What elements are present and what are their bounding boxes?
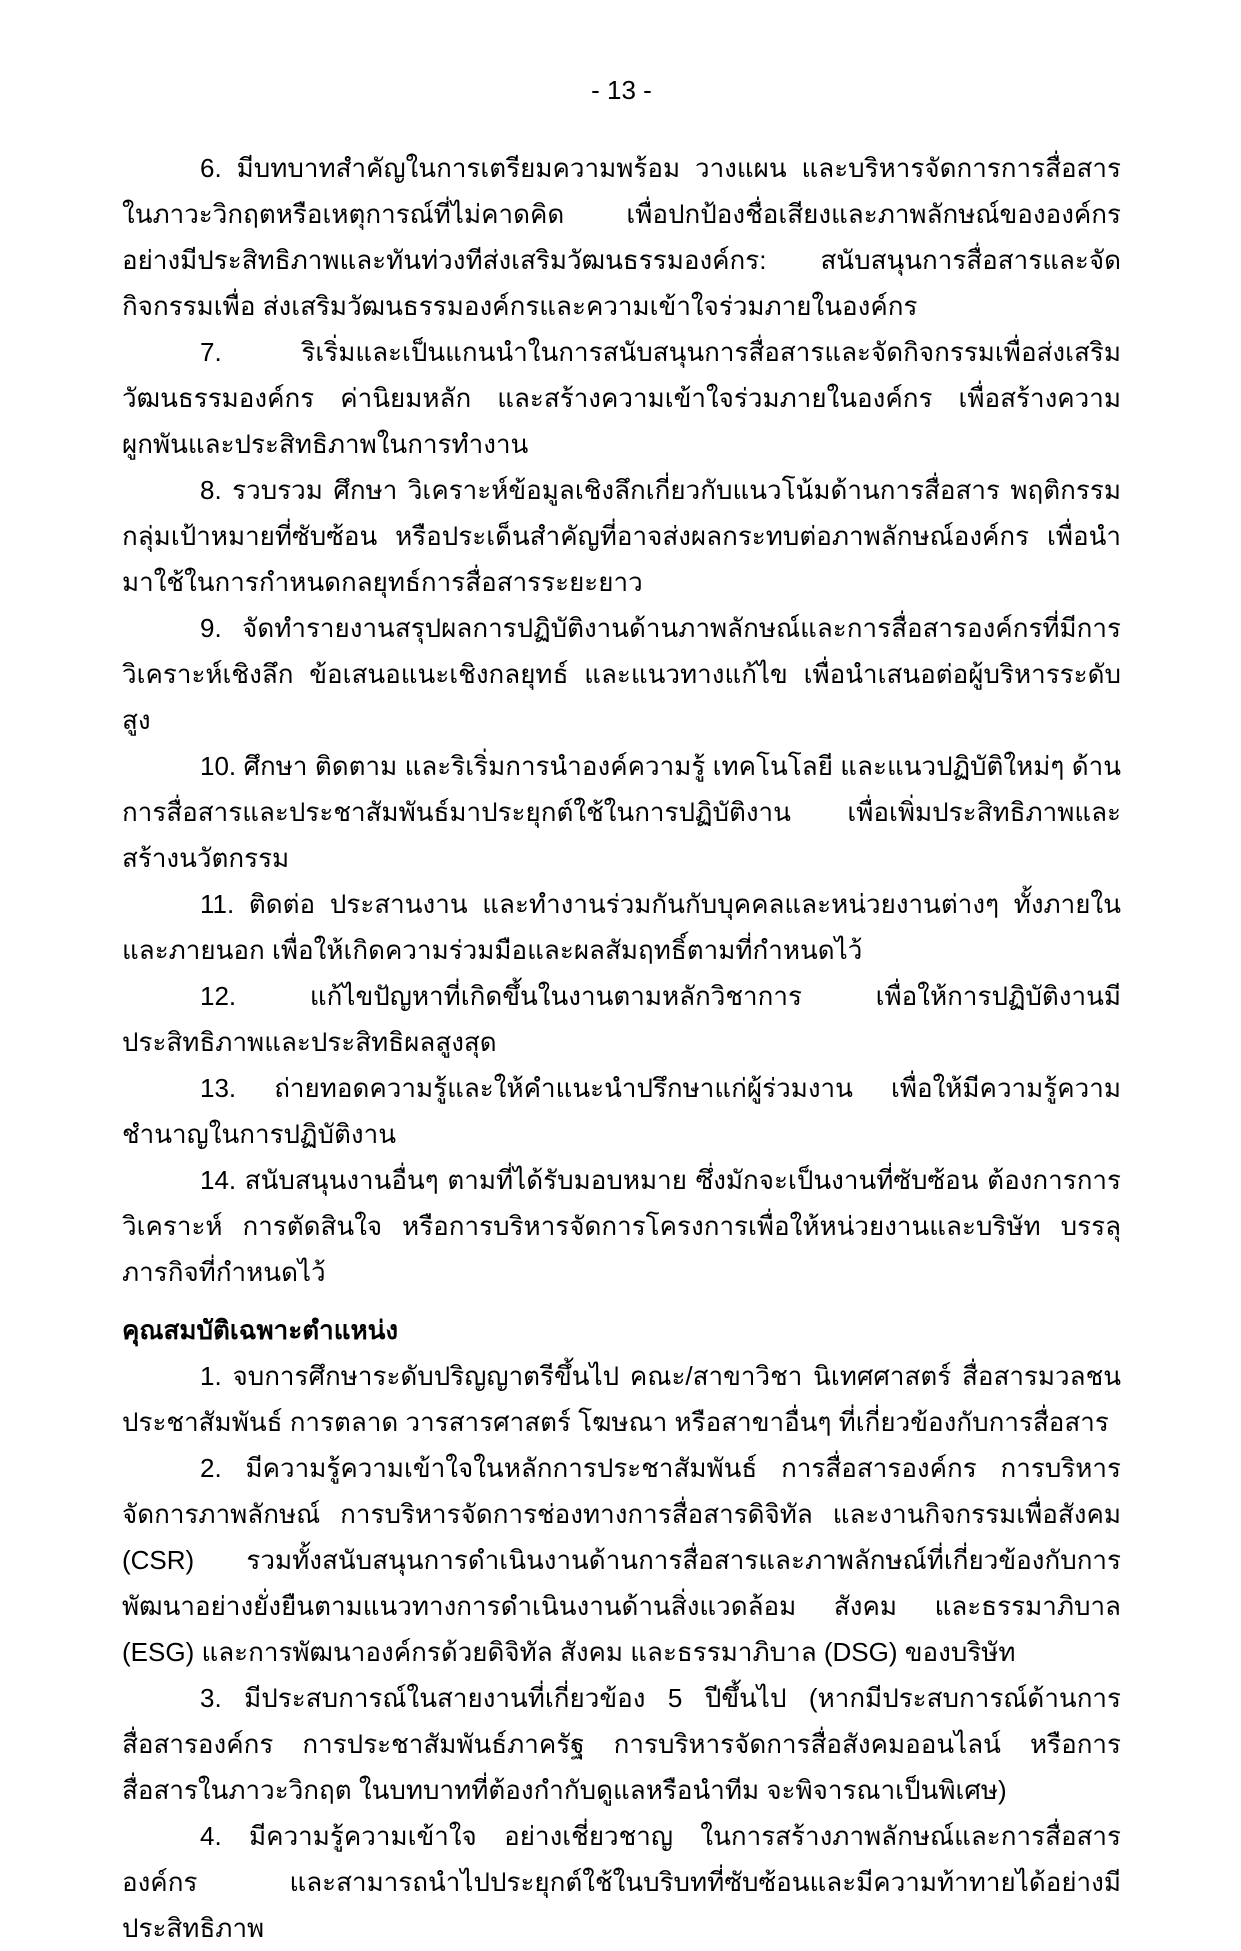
qualification-paragraph: 1. จบการศึกษาระดับปริญญาตรีขึ้นไป คณะ/สาขาวิชา นิเทศศาสตร์ สื่อสารมวลชน ประชาสัมพันธ์ การตลาด วารสารศาสตร์ โฆษณา หรือสาขาอื่นๆ ที่เกี่ยวข้องกับการสื่อสาร — [122, 1361, 1121, 1437]
qualification-paragraph: 4. มีความรู้ความเข้าใจ อย่างเชี่ยวชาญ ในการสร้างภาพลักษณ์และการสื่อสารองค์กร และสามารถนำไปประยุกต์ใช้ในบริบทที่ซับซ้อนและมีความท้าทายได้อย่างมีประสิทธิภาพ — [122, 1821, 1121, 1943]
qualifications-list — [122, 1353, 1121, 1951]
qualification-paragraph: 3. มีประสบการณ์ในสายงานที่เกี่ยวข้อง 5 ปีขึ้นไป (หากมีประสบการณ์ด้านการสื่อสารองค์กร การประชาสัมพันธ์ภาครัฐ การบริหารจัดการสื่อสังคมออนไลน์ หรือการสื่อสารในภาวะวิกฤต ในบทบาทที่ต้องกำกับดูแลหรือนำทีม จะพิจารณาเป็นพิเศษ) — [122, 1683, 1121, 1805]
duty-paragraph: 8. รวบรวม ศึกษา วิเคราะห์ข้อมูลเชิงลึกเกี่ยวกับแนวโน้มด้านการสื่อสาร พฤติกรรมกลุ่มเป้าหมายที่ซับซ้อน หรือประเด็นสำคัญที่อาจส่งผลกระทบต่อภาพลักษณ์องค์กร เพื่อนำมาใช้ในการกำหนดกลยุทธ์การสื่อสารระยะยาว — [122, 475, 1121, 597]
duty-paragraph: 13. ถ่ายทอดความรู้และให้คำแนะนำปรึกษาแก่ผู้ร่วมงาน เพื่อให้มีความรู้ความชำนาญในการปฏิบัติงาน — [122, 1073, 1121, 1149]
duties-list — [122, 145, 1121, 1295]
duty-paragraph: 10. ศึกษา ติดตาม และริเริ่มการนำองค์ความรู้ เทคโนโลยี และแนวปฏิบัติใหม่ๆ ด้านการสื่อสารและประชาสัมพันธ์มาประยุกต์ใช้ในการปฏิบัติงาน เพื่อเพิ่มประสิทธิภาพและสร้างนวัตกรรม — [122, 751, 1121, 873]
duty-paragraph: 12. แก้ไขปัญหาที่เกิดขึ้นในงานตามหลักวิชาการ เพื่อให้การปฏิบัติงานมีประสิทธิภาพและประสิทธิผลสูงสุด — [122, 981, 1121, 1057]
duty-paragraph: 7. ริเริ่มและเป็นแกนนำในการสนับสนุนการสื่อสารและจัดกิจกรรมเพื่อส่งเสริมวัฒนธรรมองค์กร ค่านิยมหลัก และสร้างความเข้าใจร่วมภายในองค์กร เพื่อสร้างความผูกพันและประสิทธิภาพในการทำงาน — [122, 337, 1121, 459]
qualification-paragraph: 2. มีความรู้ความเข้าใจในหลักการประชาสัมพันธ์ การสื่อสารองค์กร การบริหารจัดการภาพลักษณ์ การบริหารจัดการช่องทางการสื่อสารดิจิทัล และงานกิจกรรมเพื่อสังคม (CSR) รวมทั้งสนับสนุนการดำเนินงานด้านการสื่อสารและภาพลักษณ์ที่เกี่ยวข้องกับการพัฒนาอย่างยั่งยืนตามแนวทางการดำเนินงานด้านสิ่งแวดล้อม สังคม และธรรมาภิบาล (ESG) และการพัฒนาองค์กรด้วยดิจิทัล สังคม และธรรมาภิบาล (DSG) ของบริษัท — [122, 1453, 1121, 1667]
duty-paragraph: 6. มีบทบาทสำคัญในการเตรียมความพร้อม วางแผน และบริหารจัดการการสื่อสารในภาวะวิกฤตหรือเหตุการณ์ที่ไม่คาดคิด เพื่อปกป้องชื่อเสียงและภาพลักษณ์ขององค์กรอย่างมีประสิทธิภาพและทันท่วงทีส่งเสริมวัฒนธรรมองค์กร: สนับสนุนการสื่อสารและจัดกิจกรรมเพื่อ ส่งเสริมวัฒนธรรมองค์กรและความเข้าใจร่วมภายในองค์กร — [122, 153, 1121, 321]
section-heading-qualifications: คุณสมบัติเฉพาะตำแหน่ง — [122, 1315, 399, 1345]
duty-paragraph: 11. ติดต่อ ประสานงาน และทำงานร่วมกันกับบุคคลและหน่วยงานต่างๆ ทั้งภายในและภายนอก เพื่อให้เกิดความร่วมมือและผลสัมฤทธิ์ตามที่กำหนดไว้ — [122, 889, 1121, 965]
page-number: - 13 - — [591, 75, 652, 105]
duty-paragraph: 14. สนับสนุนงานอื่นๆ ตามที่ได้รับมอบหมาย ซึ่งมักจะเป็นงานที่ซับซ้อน ต้องการการวิเคราะห์ การตัดสินใจ หรือการบริหารจัดการโครงการเพื่อให้หน่วยงานและบริษัท บรรลุภารกิจที่กำหนดไว้ — [122, 1165, 1121, 1287]
duty-paragraph: 9. จัดทำรายงานสรุปผลการปฏิบัติงานด้านภาพลักษณ์และการสื่อสารองค์กรที่มีการวิเคราะห์เชิงลึก ข้อเสนอแนะเชิงกลยุทธ์ และแนวทางแก้ไข เพื่อนำเสนอต่อผู้บริหารระดับสูง — [122, 613, 1121, 735]
